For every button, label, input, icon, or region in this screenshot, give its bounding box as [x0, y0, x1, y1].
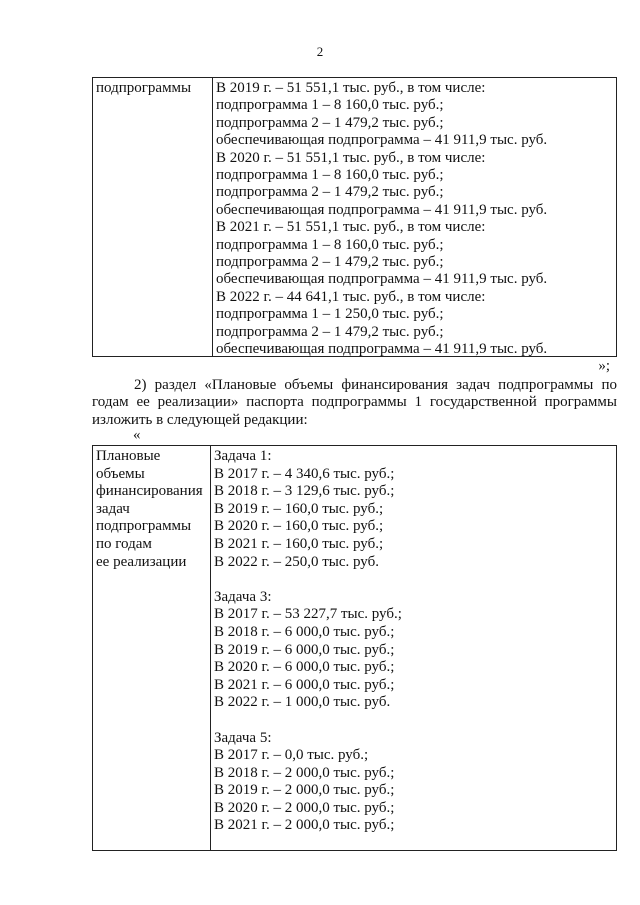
- table1-value-cell: [213, 78, 616, 356]
- table2-label-line: задач: [96, 500, 130, 517]
- amendment-paragraph: [92, 377, 617, 429]
- table1-line: В 2022 г. – 44 641,1 тыс. руб., в том числе:: [216, 288, 486, 305]
- task-line: В 2018 г. – 2 000,0 тыс. руб.;: [214, 764, 395, 781]
- task-line: В 2021 г. – 6 000,0 тыс. руб.;: [214, 676, 395, 693]
- table2-label-line: объемы: [96, 465, 145, 482]
- table1-line: обеспечивающая подпрограмма – 41 911,9 тыс. руб.: [216, 341, 548, 358]
- task-line: В 2020 г. – 2 000,0 тыс. руб.;: [214, 799, 395, 816]
- task-line: В 2019 г. – 160,0 тыс. руб.;: [214, 500, 384, 517]
- task-line: В 2019 г. – 6 000,0 тыс. руб.;: [214, 641, 395, 658]
- table1-label: подпрограммы: [96, 80, 192, 96]
- task-title: Задача 5:: [214, 729, 272, 746]
- table2-label-line: Плановые: [96, 448, 161, 464]
- task-line: В 2022 г. – 1 000,0 тыс. руб.: [214, 694, 391, 711]
- task-line: В 2017 г. – 4 340,6 тыс. руб.;: [214, 465, 395, 482]
- amendment-text: 2) раздел «Плановые объемы финансирования задач подпрограммы по годам ее реализации» паспорта подпрограммы 1 государственной программы изложить в следующей редакции:: [92, 377, 617, 428]
- page-number: 2: [316, 44, 324, 59]
- task-line: В 2020 г. – 160,0 тыс. руб.;: [214, 518, 384, 535]
- table1-line: подпрограмма 2 – 1 479,2 тыс. руб.;: [216, 114, 444, 131]
- task-line: В 2021 г. – 2 000,0 тыс. руб.;: [214, 817, 395, 834]
- task-line: В 2022 г. – 250,0 тыс. руб.: [214, 553, 379, 570]
- task-line: В 2021 г. – 160,0 тыс. руб.;: [214, 535, 384, 552]
- funding-table-tasks: [92, 445, 617, 851]
- task-block-3: [214, 589, 616, 712]
- table2-value-cell: [211, 446, 616, 850]
- table1-line: подпрограмма 2 – 1 479,2 тыс. руб.;: [216, 254, 444, 271]
- funding-table-subprograms: [92, 77, 617, 357]
- table1-line: подпрограмма 2 – 1 479,2 тыс. руб.;: [216, 184, 444, 201]
- task-line: В 2020 г. – 6 000,0 тыс. руб.;: [214, 659, 395, 676]
- task-line: В 2017 г. – 0,0 тыс. руб.;: [214, 747, 369, 764]
- task-block-1: [214, 448, 616, 571]
- table1-line: подпрограмма 2 – 1 479,2 тыс. руб.;: [216, 323, 444, 340]
- table2-label-line: подпрограммы: [96, 518, 192, 535]
- task-block-5: [214, 730, 616, 836]
- table1-label-cell: [93, 78, 213, 356]
- task-line: В 2018 г. – 6 000,0 тыс. руб.;: [214, 623, 395, 640]
- task-title: Задача 3:: [214, 588, 272, 605]
- table1-line: обеспечивающая подпрограмма – 41 911,9 тыс. руб.: [216, 271, 548, 288]
- opening-quote: «: [133, 427, 141, 443]
- table1-line: В 2021 г. – 51 551,1 тыс. руб., в том числе:: [216, 219, 486, 236]
- table1-line: В 2019 г. – 51 551,1 тыс. руб., в том числе:: [216, 80, 486, 96]
- task-line: В 2019 г. – 2 000,0 тыс. руб.;: [214, 782, 395, 799]
- table1-line: подпрограмма 1 – 8 160,0 тыс. руб.;: [216, 167, 444, 184]
- table2-label-line: по годам: [96, 535, 152, 552]
- table2-label-line: ее реализации: [96, 553, 187, 570]
- table1-line: подпрограмма 1 – 8 160,0 тыс. руб.;: [216, 97, 444, 114]
- table1-line: обеспечивающая подпрограмма – 41 911,9 тыс. руб.: [216, 201, 548, 218]
- table2-label-cell: [93, 446, 211, 850]
- task-title: Задача 1:: [214, 448, 272, 464]
- task-line: В 2018 г. – 3 129,6 тыс. руб.;: [214, 483, 395, 500]
- table1-line: подпрограмма 1 – 8 160,0 тыс. руб.;: [216, 236, 444, 253]
- table1-line: В 2020 г. – 51 551,1 тыс. руб., в том числе:: [216, 149, 486, 166]
- closing-quote: »;: [598, 358, 610, 374]
- table2-label-line: финансирования: [96, 483, 203, 500]
- table1-line: подпрограмма 1 – 1 250,0 тыс. руб.;: [216, 306, 444, 323]
- task-line: В 2017 г. – 53 227,7 тыс. руб.;: [214, 606, 402, 623]
- table1-line: обеспечивающая подпрограмма – 41 911,9 тыс. руб.: [216, 132, 548, 149]
